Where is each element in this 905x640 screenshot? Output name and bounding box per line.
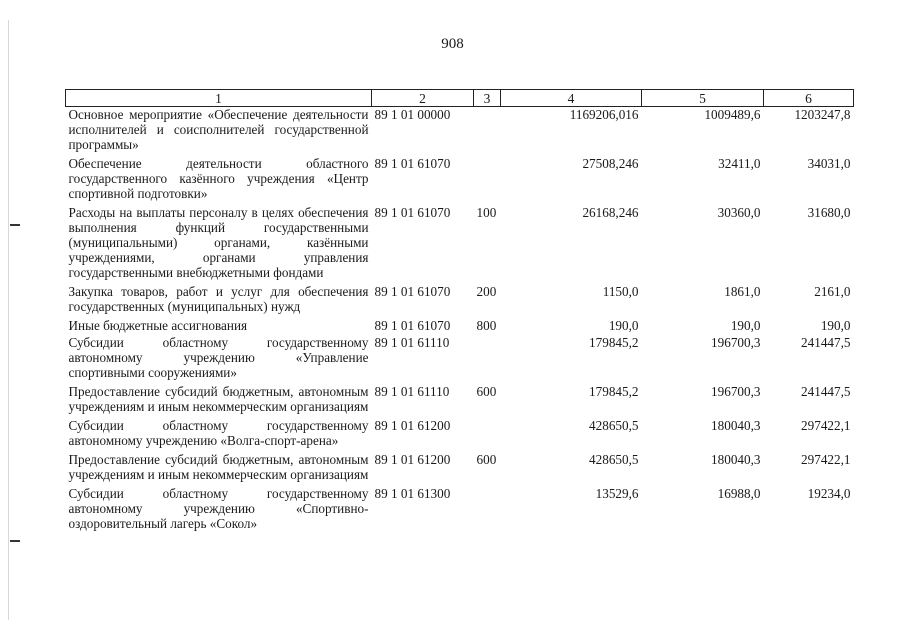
page-number: 908 (441, 36, 464, 52)
row-value-col5: 180040,3 (711, 418, 761, 433)
row-code: 89 1 01 61070 (374, 156, 451, 171)
column-header-5: 5 (642, 90, 764, 107)
row-value-col6: 2161,0 (814, 284, 851, 299)
budget-table-container (65, 89, 853, 535)
row-expense-type (474, 418, 501, 452)
table-row (66, 205, 854, 284)
table-row (66, 107, 854, 157)
scan-edge-line (8, 20, 9, 620)
row-expense-type (474, 335, 501, 384)
row-value-col4: 13529,6 (595, 486, 639, 501)
column-header-1: 1 (66, 90, 372, 107)
row-expense-type (474, 107, 501, 157)
row-value-col6: 241447,5 (801, 335, 851, 350)
table-row (66, 384, 854, 418)
row-expense-type: 200 (476, 284, 497, 299)
row-value-col5: 1861,0 (724, 284, 761, 299)
row-name: Предоставление субсидий бюджетным, автономным учреждениям и иным некоммерческим организациям (68, 452, 369, 482)
table-row (66, 418, 854, 452)
table-header-row (66, 90, 854, 107)
row-code: 89 1 01 61300 (374, 486, 451, 501)
row-value-col5: 30360,0 (717, 205, 761, 220)
row-value-col5: 32411,0 (718, 156, 761, 171)
row-name: Закупка товаров, работ и услуг для обеспечения государственных (муниципальных) нужд (68, 284, 369, 314)
row-expense-type: 600 (476, 384, 497, 399)
row-value-col6: 297422,1 (801, 452, 851, 467)
row-code: 89 1 01 61070 (374, 205, 451, 220)
row-code: 89 1 01 61110 (374, 384, 450, 399)
binder-mark (10, 540, 20, 542)
row-name: Обеспечение деятельности областного государственного казённого учреждения «Центр спортивной подготовки» (68, 156, 369, 201)
row-name: Основное мероприятие «Обеспечение деятельности исполнителей и соисполнителей государственной программы» (68, 107, 369, 152)
table-row (66, 452, 854, 486)
row-value-col5: 196700,3 (711, 335, 761, 350)
row-name: Иные бюджетные ассигнования (68, 318, 248, 333)
row-code: 89 1 01 00000 (374, 107, 451, 122)
table-row (66, 318, 854, 335)
table-row (66, 335, 854, 384)
table-row (66, 486, 854, 535)
row-value-col6: 297422,1 (801, 418, 851, 433)
column-header-4: 4 (501, 90, 642, 107)
row-expense-type (474, 486, 501, 535)
row-code: 89 1 01 61070 (374, 284, 451, 299)
row-value-col5: 1009489,6 (704, 107, 761, 122)
column-header-6: 6 (764, 90, 854, 107)
row-value-col4: 27508,246 (582, 156, 639, 171)
row-value-col4: 190,0 (608, 318, 639, 333)
row-name: Субсидии областному государственному автономному учреждению «Управление спортивными сооружениями» (68, 335, 369, 380)
table-row (66, 156, 854, 205)
row-value-col5: 190,0 (730, 318, 761, 333)
row-value-col5: 16988,0 (717, 486, 761, 501)
row-name: Предоставление субсидий бюджетным, автономным учреждениям и иным некоммерческим организациям (68, 384, 369, 414)
row-name: Субсидии областному государственному автономному учреждению «Волга-спорт-арена» (68, 418, 369, 448)
row-expense-type: 800 (476, 318, 497, 333)
row-value-col4: 179845,2 (589, 335, 639, 350)
row-value-col6: 34031,0 (807, 156, 851, 171)
binder-mark (10, 224, 20, 226)
row-value-col4: 1169206,016 (569, 107, 639, 122)
row-value-col6: 31680,0 (807, 205, 851, 220)
row-code: 89 1 01 61200 (374, 418, 451, 433)
row-value-col6: 19234,0 (807, 486, 851, 501)
column-header-3: 3 (474, 90, 501, 107)
row-code: 89 1 01 61110 (374, 335, 450, 350)
row-value-col6: 190,0 (820, 318, 851, 333)
budget-table (65, 89, 854, 535)
row-code: 89 1 01 61070 (374, 318, 451, 333)
table-row (66, 284, 854, 318)
row-value-col4: 26168,246 (582, 205, 639, 220)
row-value-col6: 241447,5 (801, 384, 851, 399)
row-expense-type: 600 (476, 452, 497, 467)
row-value-col5: 196700,3 (711, 384, 761, 399)
column-header-2: 2 (372, 90, 474, 107)
row-value-col4: 1150,0 (602, 284, 639, 299)
row-value-col5: 180040,3 (711, 452, 761, 467)
row-value-col4: 428650,5 (589, 418, 639, 433)
row-name: Субсидии областному государственному автономному учреждению «Спортивно-оздоровительный лагерь «Сокол» (68, 486, 369, 531)
row-value-col6: 1203247,8 (794, 107, 851, 122)
row-code: 89 1 01 61200 (374, 452, 451, 467)
row-expense-type: 100 (476, 205, 497, 220)
row-value-col4: 428650,5 (589, 452, 639, 467)
row-expense-type (474, 156, 501, 205)
row-value-col4: 179845,2 (589, 384, 639, 399)
row-name: Расходы на выплаты персоналу в целях обеспечения выполнения функций государственными (муниципальными) органами, казёнными учреждениями, органами управления государственными внебюджетными фондами (68, 205, 369, 280)
